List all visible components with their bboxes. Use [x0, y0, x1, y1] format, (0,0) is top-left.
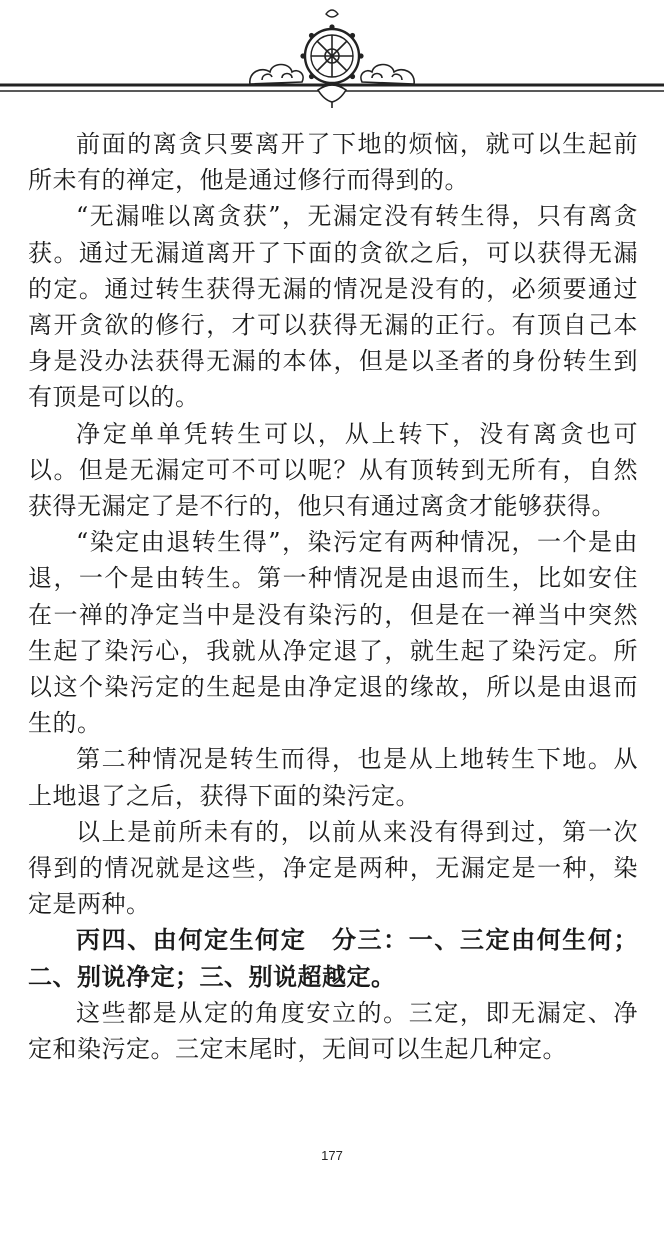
paragraph: 前面的离贪只要离开了下地的烦恼，就可以生起前所未有的禅定，他是通过修行而得到的。: [28, 130, 638, 195]
header-ornament: [0, 0, 664, 112]
dharma-wheel-icon: [300, 10, 363, 108]
paragraph: 以上是前所未有的，以前从来没有得到过，第一次得到的情况就是这些，净定是两种，无漏定是一种，染定是两种。: [28, 817, 638, 919]
paragraph: “无漏唯以离贪获”，无漏定没有转生得，只有离贪获。通过无漏道离开了下面的贪欲之后，可以获得无漏的定。通过转生获得无漏的情况是没有的，必须要通过离开贪欲的修行，才可以获得无漏的正行。有顶自己本身是没办法获得无漏的本体，但是以圣者的身份转生到有顶是可以的。: [28, 202, 638, 412]
paragraph: 第二种情况是转生而得，也是从上地转生下地。从上地退了之后，获得下面的染污定。: [28, 745, 638, 810]
paragraph: 这些都是从定的角度安立的。三定，即无漏定、净定和染污定。三定末尾时，无间可以生起几种定。: [28, 998, 638, 1064]
cloud-left-icon: [250, 65, 303, 85]
paragraph: “染定由退转生得”，染污定有两种情况，一个是由退，一个是由转生。第一种情况是由退而生，比如安住在一禅的净定当中是没有染污的，但是在一禅当中突然生起了染污心，我就从净定退了，就生起了染污定。所以这个染污定的生起是由净定退的缘故，所以是由退而生的。: [28, 528, 638, 738]
body-text: [28, 126, 638, 1067]
paragraph: 净定单单凭转生可以，从上转下，没有离贪也可以。但是无漏定可不可以呢？从有顶转到无所有，自然获得无漏定了是不行的，他只有通过离贪才能够获得。: [28, 419, 638, 521]
page-number: 177: [321, 1148, 343, 1163]
section-heading: 丙四、由何定生何定 分三：一、三定由何生何；二、别说净定；三、别说超越定。: [28, 925, 638, 991]
cloud-right-icon: [361, 65, 414, 85]
